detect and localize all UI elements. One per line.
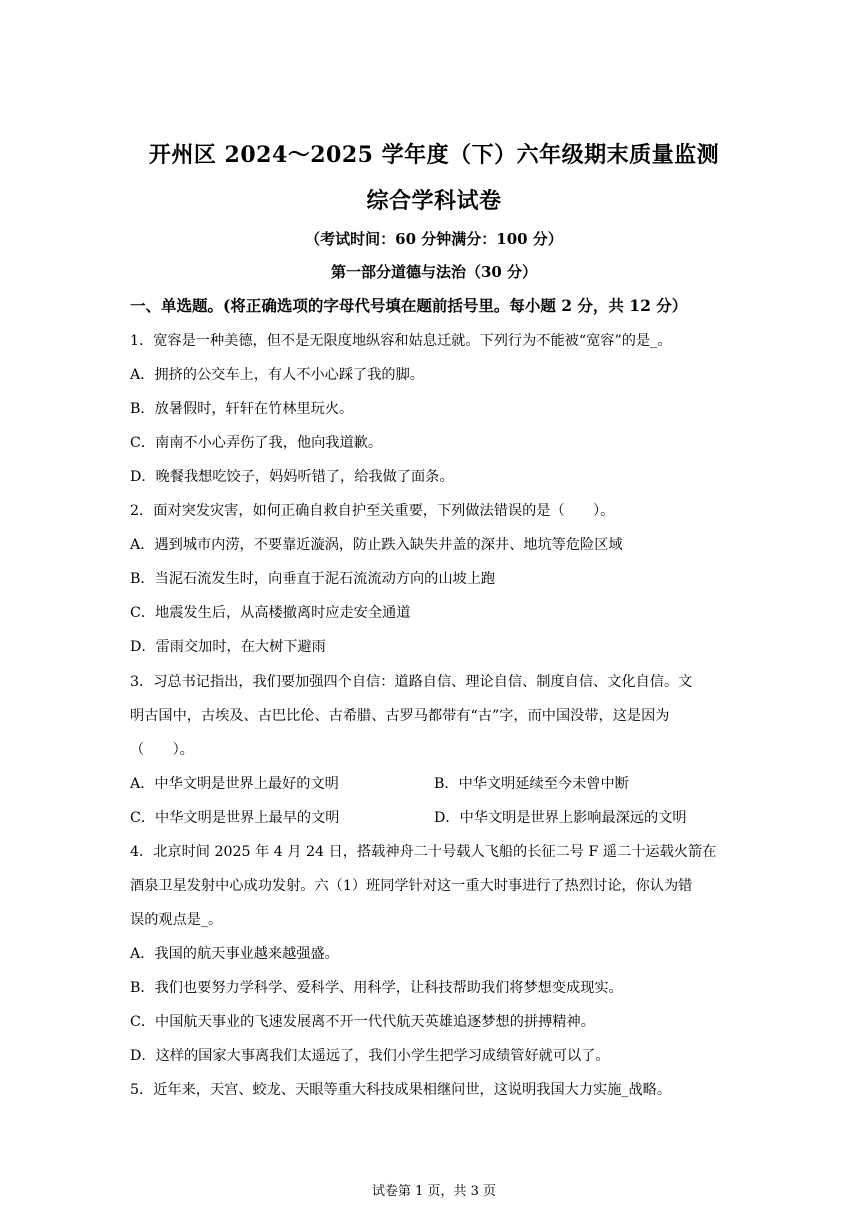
- question-2-stem: 2．面对突发灾害，如何正确自救自护至关重要，下列做法错误的是（ ）。: [130, 503, 615, 519]
- question-1-option-b: B．放暑假时，轩轩在竹林里玩火。: [130, 401, 354, 417]
- question-4-stem-line-1: 4．北京时间 2025 年 4 月 24 日，搭载神舟二十号载人飞船的长征二号 F 遥二十运载火箭在: [130, 844, 717, 860]
- question-5-stem: 5．近年来，天宫、蛟龙、天眼等重大科技成果相继问世，这说明我国大力实施_战略。: [130, 1082, 672, 1098]
- exam-title: 开州区 2024～2025 学年度（下）六年级期末质量监测: [148, 142, 720, 168]
- question-3-option-c: C．中华文明是世界上最早的文明: [130, 810, 340, 826]
- question-3-option-a: A．中华文明是世界上最好的文明: [130, 776, 339, 792]
- exam-subtitle: 综合学科试卷: [366, 188, 502, 214]
- page-footer: 试卷第 1 页，共 3 页: [371, 1184, 497, 1199]
- question-3-stem-line-2: 明古国中，古埃及、古巴比伦、古希腊、古罗马都带有“古”字，而中国没带，这是因为: [130, 708, 670, 724]
- section-heading: 一、单选题。(将正确选项的字母代号填在题前括号里。每小题 2 分，共 12 分）: [130, 296, 688, 315]
- question-2-option-c: C．地震发生后，从高楼撤离时应走安全通道: [130, 605, 411, 621]
- question-2-option-b: B．当泥石流发生时，向垂直于泥石流流动方向的山坡上跑: [130, 571, 496, 587]
- question-1-option-c: C．南南不小心弄伤了我，他向我道歉。: [130, 435, 383, 451]
- question-4-option-a: A．我国的航天事业越来越强盛。: [130, 946, 339, 962]
- question-2-option-d: D．雷雨交加时，在大树下避雨: [130, 639, 326, 655]
- question-4-option-d: D．这样的国家大事离我们太遥远了，我们小学生把学习成绩管好就可以了。: [130, 1048, 610, 1064]
- question-4-option-b: B．我们也要努力学科学、爱科学、用科学，让科技帮助我们将梦想变成现实。: [130, 980, 623, 996]
- question-4-option-c: C．中国航天事业的飞速发展离不开一代代航天英雄追逐梦想的拼搏精神。: [130, 1014, 595, 1030]
- question-3-stem-line-3: （ ）。: [130, 742, 194, 758]
- question-4-stem-line-3: 误的观点是_。: [130, 912, 223, 928]
- question-1-stem: 1．宽容是一种美德，但不是无限度地纵容和姑息迁就。下列行为不能被“宽容”的是_。: [130, 333, 672, 349]
- question-1-option-a: A．拥挤的公交车上，有人不小心踩了我的脚。: [130, 367, 424, 383]
- question-2-option-a: A．遇到城市内涝，不要靠近漩涡，防止跌入缺失井盖的深井、地坑等危险区域: [130, 537, 623, 553]
- question-3-option-d: D．中华文明是世界上影响最深远的文明: [434, 810, 687, 826]
- question-3-stem-line-1: 3．习总书记指出，我们要加强四个自信：道路自信、理论自信、制度自信、文化自信。文: [130, 674, 693, 690]
- question-1-option-d: D．晚餐我想吃饺子，妈妈听错了，给我做了面条。: [130, 469, 454, 485]
- question-3-option-b: B．中华文明延续至今未曾中断: [434, 776, 629, 792]
- part-heading: 第一部分道德与法治（30 分）: [330, 263, 538, 281]
- question-4-stem-line-2: 酒泉卫星发射中心成功发射。六（1）班同学针对这一重大时事进行了热烈讨论，你认为错: [130, 878, 693, 894]
- exam-info: （考试时间：60 分钟满分：100 分）: [305, 230, 563, 248]
